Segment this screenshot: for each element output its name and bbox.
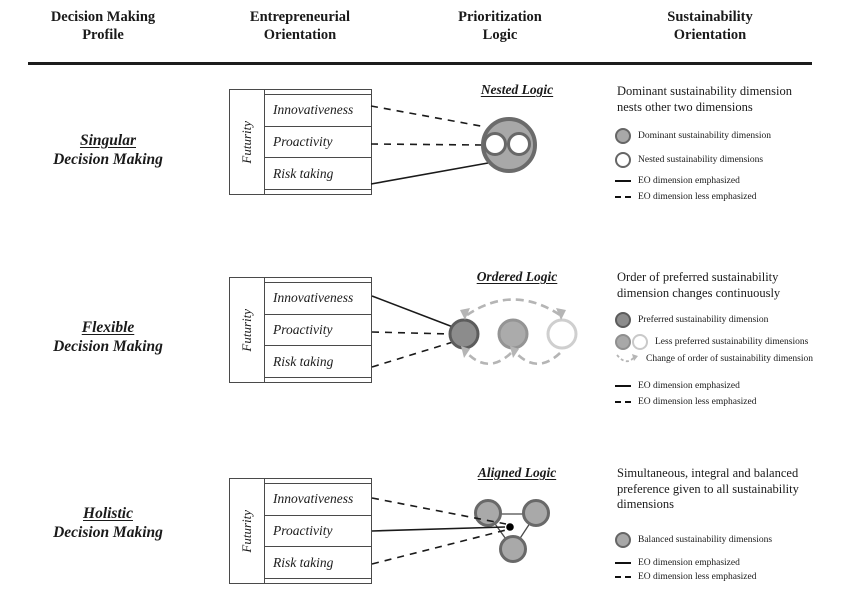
profile-name: Singular	[79, 132, 136, 149]
alignment-center-dot	[506, 523, 514, 531]
connector-risk-taking-dashed	[372, 530, 506, 564]
legend-item	[615, 192, 756, 202]
change-order-bottom-arc-2	[515, 352, 560, 364]
change-order-top-arc	[467, 300, 560, 316]
header-sustainability-orientation	[610, 8, 810, 44]
dim-risk-taking: Risk taking	[265, 345, 371, 378]
legend-label: Preferred sustainability dimension	[638, 315, 769, 325]
dim-proactivity: Proactivity	[265, 515, 371, 547]
legend-item	[615, 558, 740, 568]
connector-proactivity-dashed	[372, 332, 450, 334]
triangle-edge	[513, 514, 536, 549]
description-line: Simultaneous, integral and balanced	[617, 466, 799, 480]
least-preferred-circle-icon	[632, 334, 648, 350]
nested-dimension-circle-2	[509, 134, 530, 155]
header-line: Sustainability	[667, 9, 753, 25]
legend-label: Dominant sustainability dimension	[638, 131, 771, 141]
legend-item	[615, 152, 763, 168]
description-line: nests other two dimensions	[617, 99, 753, 114]
connector-risk-taking-dashed	[372, 342, 453, 367]
description-line: Order of preferred sustainability	[617, 270, 779, 284]
description-line: dimension changes continuously	[617, 285, 781, 300]
sustainability-description	[617, 270, 852, 301]
dim-proactivity: Proactivity	[265, 314, 371, 346]
less-preferred-dimension-circle	[499, 320, 527, 348]
legend-item	[615, 128, 771, 144]
legend-item	[615, 532, 772, 548]
nested-logic-title: Nested Logic	[480, 82, 554, 97]
legend-label: Change of order of sustainability dimension	[646, 354, 814, 364]
aligned-logic-graphic	[372, 498, 549, 564]
eo-dimensions	[265, 479, 371, 583]
description-line: Dominant sustainability dimension	[617, 84, 792, 98]
legend-item	[615, 312, 768, 328]
arc-arrowhead	[460, 308, 470, 320]
ordered-logic-title: Ordered Logic	[476, 269, 558, 284]
legend-label: Balanced sustainability dimensions	[638, 535, 773, 545]
legend-item	[615, 397, 756, 407]
profile-singular	[3, 131, 213, 169]
description-line: dimensions	[617, 497, 674, 511]
dim-proactivity: Proactivity	[265, 126, 371, 158]
dominant-dimension-circle	[483, 119, 535, 171]
futurity-label: Futurity	[239, 509, 254, 553]
futurity-cell	[230, 479, 265, 583]
legend-label: Less preferred sustainability dimensions	[655, 337, 809, 347]
preferred-circle-icon	[615, 312, 631, 328]
eo-dimensions	[265, 278, 371, 382]
nested-circle-icon	[615, 152, 631, 168]
nested-logic-graphic	[371, 106, 535, 184]
connector-innovativeness-solid	[372, 296, 453, 327]
header-prioritization-logic	[400, 8, 600, 44]
legend-item	[615, 334, 808, 350]
profile-subtitle: Decision Making	[53, 151, 163, 168]
change-order-bottom-arc-1	[466, 352, 511, 364]
arc-arrowhead	[461, 346, 470, 358]
description-line: preference given to all sustainability	[617, 481, 799, 496]
header-line: Orientation	[263, 27, 337, 43]
profile-name: Flexible	[81, 319, 135, 336]
preferred-dimension-circle	[450, 320, 478, 348]
header-line: Logic	[482, 27, 518, 43]
connector-innovativeness-dashed	[371, 106, 486, 127]
legend-label: Nested sustainability dimensions	[638, 155, 764, 165]
profile-subtitle: Decision Making	[53, 338, 163, 355]
less-preferred-circles-icon	[615, 334, 648, 350]
dim-risk-taking: Risk taking	[265, 546, 371, 579]
nested-dimension-circle-1	[485, 134, 506, 155]
header-decision-making-profile	[3, 8, 203, 44]
eo-table-flexible	[229, 277, 372, 383]
legend-item	[615, 176, 740, 186]
futurity-cell	[230, 278, 265, 382]
legend-label: EO dimension emphasized	[638, 381, 740, 391]
profile-flexible	[3, 318, 213, 356]
sustainability-description	[617, 84, 852, 115]
legend-label: EO dimension emphasized	[638, 558, 740, 568]
profile-holistic	[3, 504, 213, 542]
least-preferred-dimension-circle	[548, 320, 576, 348]
balanced-dimension-circle-2	[524, 501, 549, 526]
balanced-circle-icon	[615, 532, 631, 548]
solid-line-icon	[615, 385, 631, 387]
futurity-cell	[230, 90, 265, 194]
dim-innovativeness: Innovativeness	[265, 483, 371, 515]
dim-risk-taking: Risk taking	[265, 157, 371, 190]
futurity-label: Futurity	[239, 308, 254, 352]
futurity-label: Futurity	[239, 120, 254, 164]
eo-table-holistic	[229, 478, 372, 584]
change-order-arrow-icon	[615, 352, 639, 366]
connector-proactivity-dashed	[371, 144, 482, 145]
dim-innovativeness: Innovativeness	[265, 282, 371, 314]
triangle-edge	[488, 514, 513, 549]
eo-dimensions	[265, 90, 371, 194]
legend-item	[615, 381, 740, 391]
solid-line-icon	[615, 562, 631, 564]
sustainability-description	[617, 466, 852, 513]
header-divider	[28, 62, 812, 65]
eo-table-singular	[229, 89, 372, 195]
header-line: Orientation	[673, 27, 747, 43]
arc-arrowhead	[556, 308, 566, 320]
connector-innovativeness-dashed	[372, 498, 506, 524]
dashed-line-icon	[615, 576, 631, 578]
header-line: Entrepreneurial	[249, 9, 351, 25]
aligned-logic-title: Aligned Logic	[477, 465, 557, 480]
header-entrepreneurial-orientation	[200, 8, 400, 44]
legend-item	[615, 352, 813, 366]
dashed-line-icon	[615, 196, 631, 198]
legend-label: EO dimension less emphasized	[638, 397, 757, 407]
header-line: Profile	[82, 27, 124, 43]
dashed-line-icon	[615, 401, 631, 403]
dim-innovativeness: Innovativeness	[265, 94, 371, 126]
dominant-circle-icon	[615, 128, 631, 144]
profile-name: Holistic	[83, 505, 133, 522]
balanced-dimension-circle-3	[501, 537, 526, 562]
balanced-dimension-circle-1	[476, 501, 501, 526]
profile-subtitle: Decision Making	[53, 524, 163, 541]
solid-line-icon	[615, 180, 631, 182]
connector-risk-taking-solid	[371, 163, 488, 184]
header-line: Decision Making	[50, 9, 156, 25]
legend-label: EO dimension less emphasized	[638, 572, 757, 582]
header-line: Prioritization	[458, 9, 542, 25]
legend-item	[615, 572, 756, 582]
arc-arrowhead	[510, 346, 519, 358]
less-preferred-circle-icon	[615, 334, 631, 350]
connector-proactivity-solid	[372, 527, 505, 531]
legend-label: EO dimension less emphasized	[638, 192, 757, 202]
ordered-logic-graphic	[372, 296, 576, 367]
legend-label: EO dimension emphasized	[638, 176, 740, 186]
